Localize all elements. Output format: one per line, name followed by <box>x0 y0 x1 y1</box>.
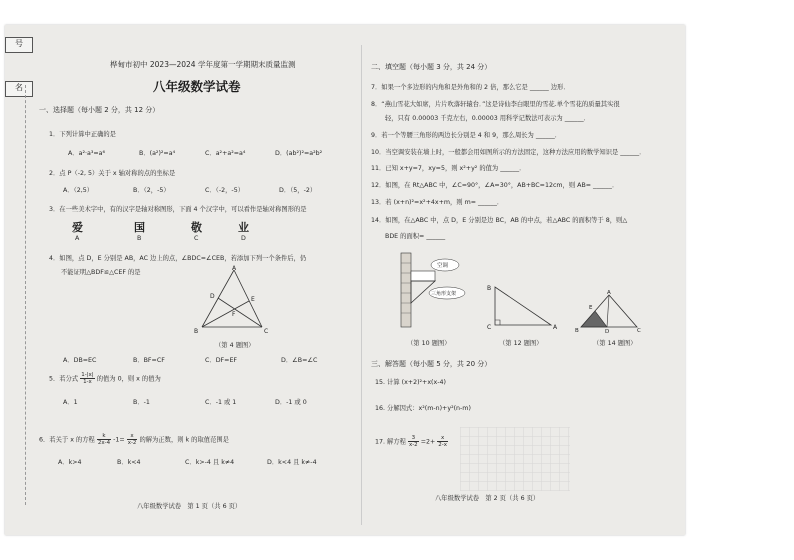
q6-f2-numerator: x <box>127 433 138 440</box>
side-ac <box>234 270 262 327</box>
q6-f1-numerator: k <box>97 433 111 440</box>
caption-fig10: （第 10 题图） <box>407 340 451 347</box>
wall <box>401 253 411 327</box>
seat-number-box: 号 <box>5 37 33 53</box>
q1-option-a: A．a²·a³=a⁶ <box>68 150 106 157</box>
q17-f1-denominator: x-2 <box>408 442 418 448</box>
label-b: B <box>194 328 199 335</box>
q5-suffix: 的值为 0，则 x 的值为 <box>96 375 161 383</box>
shaded-bde <box>581 311 607 327</box>
segment-cd <box>218 298 262 327</box>
q8-line-2: 轻，只有 0.00003 千克左右，0.00003 用科学记数法可表示为 ______． <box>385 115 590 122</box>
q5-prefix: 5．若分式 <box>49 375 79 383</box>
q2-option-c: C．（-2，-5） <box>205 187 244 194</box>
q3-char-c: 敬 <box>191 221 202 234</box>
q3-letter-a: A <box>75 235 80 242</box>
q9: 9．若一个等腰三角形的两边长分别是 4 和 9，那么周长为 ______． <box>371 132 562 139</box>
page-divider <box>361 45 362 525</box>
q4-option-a: A．DB=EC <box>63 357 97 364</box>
label-e: E <box>589 305 593 311</box>
label-b: B <box>487 285 492 292</box>
label-c: C <box>487 324 492 331</box>
q17-prefix: 17. 解方程 <box>375 438 406 446</box>
q15: 15. 计算 (x+2)²+x(x-4) <box>375 379 446 386</box>
page-title: 八年级数学试卷 <box>153 79 241 94</box>
q4-triangle-figure <box>190 265 280 337</box>
q5-fraction <box>80 372 94 385</box>
q17-f1-numerator: 3 <box>408 435 419 442</box>
label-a: A <box>607 290 611 296</box>
q1-stem: 1．下列计算中正确的是 <box>49 131 116 138</box>
q6-stem <box>39 433 229 446</box>
q12: 12．如图，在 Rt△ABC 中，∠C=90°，∠A=30°，AB+BC=12cm，则 AB= ______． <box>371 182 619 189</box>
label-e: E <box>251 296 255 303</box>
q2-option-d: D．（5，-2） <box>279 187 317 194</box>
section-3-heading: 三、解答题（每小题 5 分，共 20 分） <box>371 360 492 368</box>
caption-fig12: （第 12 题图） <box>499 340 543 347</box>
q5-option-b: B．-1 <box>133 399 150 406</box>
q4-stem-line-1: 4．如图，点 D，E 分别是 AB，AC 边上的点，∠BDC=∠CEB，若添加下列一个条件后，仍 <box>49 255 307 262</box>
exam-name: 桦甸市初中 2023—2024 学年度第一学期期末质量监测 <box>110 60 296 69</box>
q17-f2-numerator: x <box>437 435 448 442</box>
q11: 11．已知 x+y=7，xy=5，则 x²+y² 的值为 ______． <box>371 165 526 172</box>
q17-fraction-1 <box>408 435 419 448</box>
q4-option-c: C．DF=EF <box>205 357 238 364</box>
label-f: F <box>232 311 236 318</box>
q5-option-a: A．1 <box>63 399 78 406</box>
q1-option-d: D．(ab²)²=a²b² <box>275 150 323 157</box>
q8-line-1: 8．“燕山雪花大如席，片片吹落轩辕台．”这是诗仙李白眼里的雪花.单个雪花的质量其实很 <box>371 101 620 108</box>
q3-char-b: 国 <box>134 221 145 234</box>
q6-f1-denominator: 2x-4 <box>97 440 111 446</box>
q3-stem: 3．在一些美术字中，有的汉字是轴对称图形，下面 4 个汉字中，可以看作是轴对称图形的是 <box>49 206 307 213</box>
q10: 10．当空调安装在墙上时，一般都会用如图所示的方法固定，这种方法应用的数学知识是 ______． <box>371 149 646 156</box>
caption-fig14: （第 14 题图） <box>593 340 637 347</box>
q2-option-b: B．（2，-5） <box>133 187 170 194</box>
q16: 16. 分解因式：x²(m-n)+y²(n-m) <box>375 405 471 412</box>
label-c: C <box>264 328 269 335</box>
exam-sheet <box>5 25 685 535</box>
label-b: B <box>575 328 579 333</box>
q3-letter-d: D <box>241 235 246 242</box>
q5-option-d: D．-1 或 0 <box>275 399 307 406</box>
name-box: 名 <box>5 81 33 97</box>
q4-option-b: B．BF=CF <box>133 357 165 364</box>
q3-letter-b: B <box>137 235 142 242</box>
q6-option-c: C．k>-4 且 k≠4 <box>185 459 235 466</box>
q1-option-b: B．(a²)²=a⁴ <box>139 150 176 157</box>
q1-option-c: C．a²+a²=a⁴ <box>205 150 246 157</box>
q14-line-2: BDE 的面积= ______ <box>385 233 446 240</box>
fig14-triangle <box>573 287 645 333</box>
q7: 7．如果一个多边形的内角和是外角和的 2 倍，那么它是 ______ 边形． <box>371 84 570 91</box>
q3-letter-c: C <box>194 235 199 242</box>
q3-char-d: 业 <box>238 221 249 234</box>
q17-middle: =2+ <box>420 438 436 446</box>
footer-page-1: 八年级数学试卷 第 1 页（共 6 页） <box>137 503 242 510</box>
fig10-aircon-bracket <box>395 247 467 329</box>
q13: 13．若 (x+n)²=x²+4x+m，则 m= ______． <box>371 199 504 206</box>
q4-figure-caption: （第 4 题图） <box>215 342 255 349</box>
q4-option-d: D．∠B=∠C <box>281 357 318 364</box>
q2-option-a: A．（2,5） <box>63 187 94 194</box>
label-c: C <box>637 328 641 333</box>
q17-fraction-2 <box>437 435 448 448</box>
q17 <box>375 435 448 448</box>
section-1-heading: 一、选择题（每小题 2 分，共 12 分） <box>39 106 160 114</box>
q2-stem: 2．点 P（-2, 5）关于 x 轴对称的点的坐标是 <box>49 170 176 177</box>
aircon-unit <box>411 271 435 281</box>
footer-page-2: 八年级数学试卷 第 2 页（共 6 页） <box>435 495 540 502</box>
q5-numerator: 1-|x| <box>81 372 94 378</box>
q6-suffix: 的解为正数，则 k 的取值范围是 <box>139 436 229 444</box>
q14-line-1: 14．如图，在△ABC 中，点 D，E 分别是边 BC，AB 的中点，若△ABC 的面积等于 8，则△ <box>371 217 628 224</box>
q17-f2-denominator: 2-x <box>438 442 448 448</box>
label-d: D <box>210 293 215 300</box>
q4-stem-line-2: 不能证明△BDF≌△CEF 的是 <box>61 269 141 276</box>
q5-stem <box>49 372 161 385</box>
q6-f2-denominator: x-2 <box>127 440 137 446</box>
q6-fraction-1 <box>97 433 111 446</box>
q5-denominator: 1-x <box>83 379 92 385</box>
binding-line <box>25 85 26 505</box>
label-a: A <box>553 324 558 331</box>
q5-option-c: C．-1 或 1 <box>205 399 237 406</box>
q6-option-d: D．k<4 且 k≠-4 <box>267 459 317 466</box>
fig12-right-triangle <box>483 281 563 333</box>
section-2-heading: 二、填空题（每小题 3 分，共 24 分） <box>371 63 492 71</box>
q6-option-b: B．k<4 <box>117 459 141 466</box>
label-d: D <box>605 329 610 333</box>
q6-prefix: 6．若关于 x 的方程 <box>39 436 95 444</box>
q6-option-a: A．k>4 <box>58 459 82 466</box>
label-a: A <box>232 265 237 272</box>
q3-char-a: 爱 <box>72 221 83 234</box>
q6-fraction-2 <box>127 433 138 446</box>
label-bracket: 三角形支架 <box>431 291 457 297</box>
q6-middle: -1= <box>113 436 125 444</box>
answer-grid <box>460 427 570 491</box>
label-aircon: 空调 <box>437 263 449 269</box>
